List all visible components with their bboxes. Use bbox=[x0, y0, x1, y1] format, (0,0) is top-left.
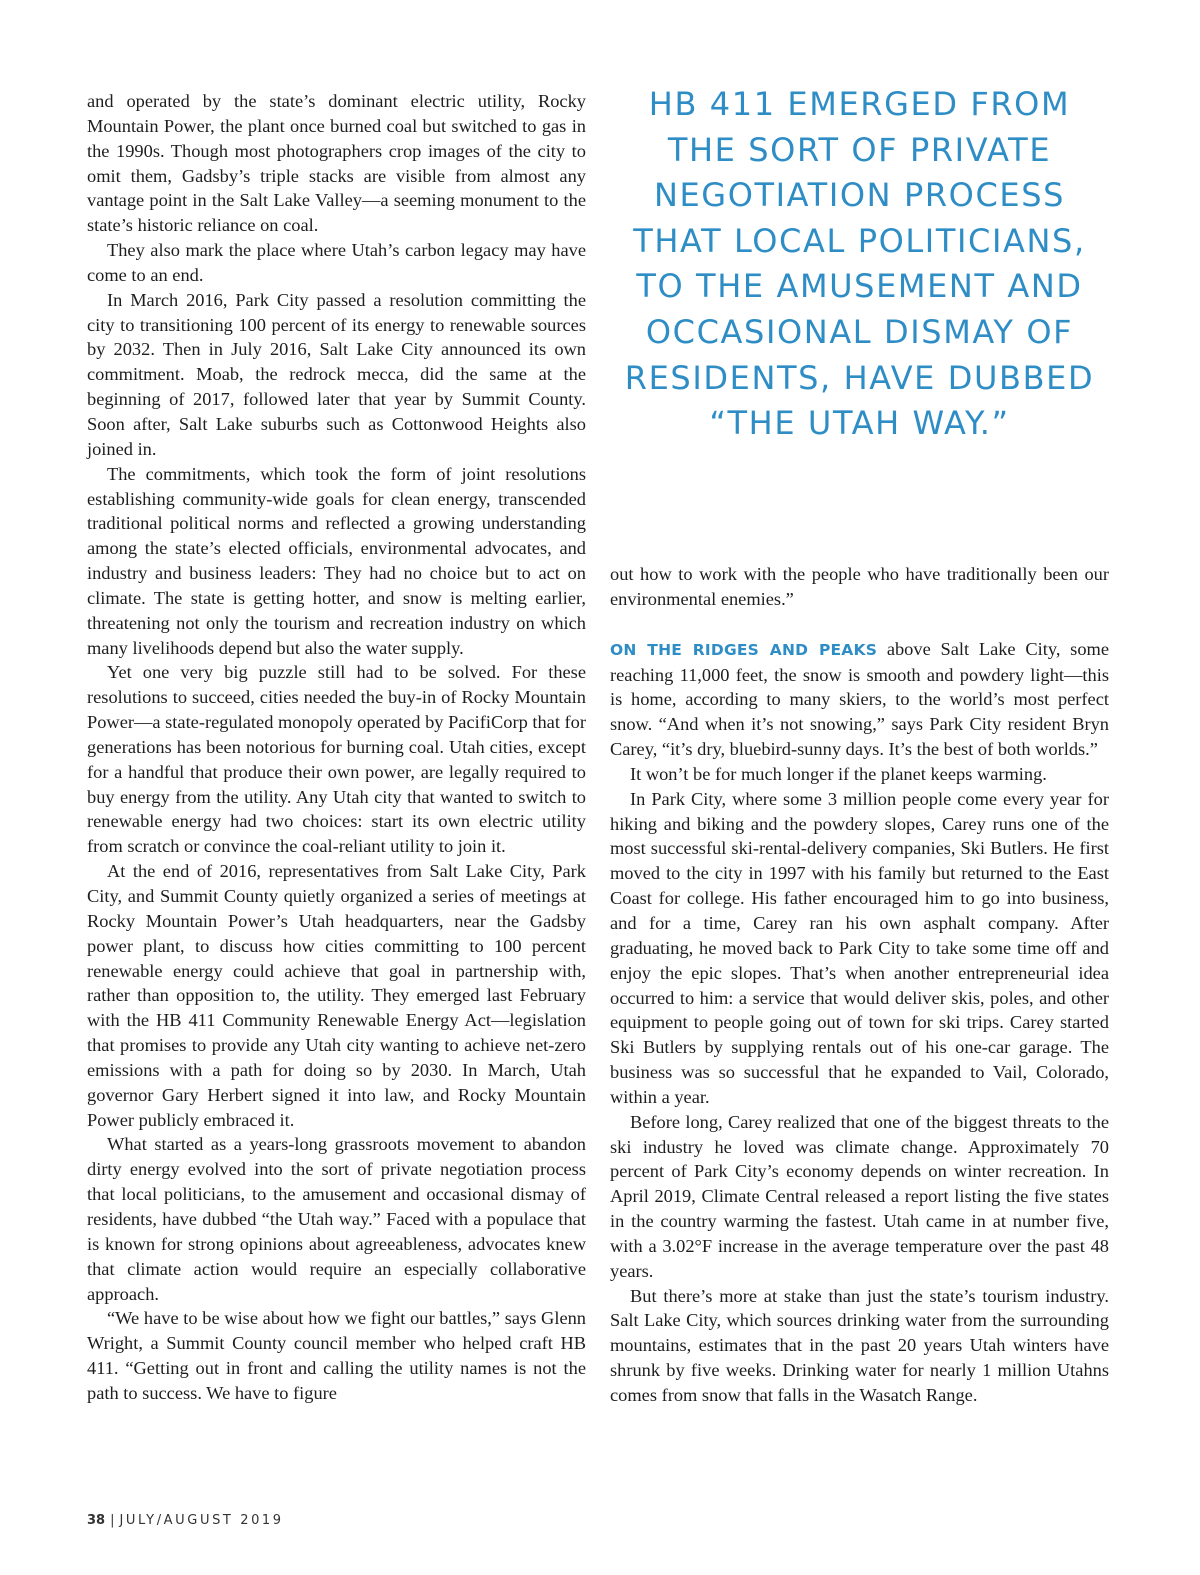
run-in-text: above Salt Lake City, some reaching 11,000 feet, the snow is smooth and powdery light—this is home, according to many skiers, to the world’s most perfect snow. “And when it’s not snowing,” says Park City resident Bryn Carey, “it’s dry, bluebird-sunny days. It’s the best of both worlds.” bbox=[610, 638, 1110, 760]
right-column bbox=[610, 562, 1109, 1408]
paragraph: But there’s more at stake than just the state’s tourism industry. Salt Lake City, which sources drinking water from the surrounding mountains, estimates that in the past 20 years Utah winters have shrunk by five weeks. Drinking water for nearly 1 million Utahns comes from snow that falls in the Wasatch Range. bbox=[610, 1285, 1109, 1405]
pull-quote: HB 411 EMERGED FROM THE SORT OF PRIVATE NEGOTIATION PROCESS THAT LOCAL POLITICIANS, TO THE AMUSEMENT AND OCCASIONAL DISMAY OF RESIDENTS, HAVE DUBBED “THE UTAH WAY.” bbox=[624, 85, 1095, 443]
paragraph: In March 2016, Park City passed a resolution committing the city to transitioning 100 percent of its energy to renewable sources by 2032. Then in July 2016, Salt Lake City announced its own commitment. Moab, the redrock mecca, did the same at the beginning of 2017, followed later that year by Summit County. Soon after, Salt Lake suburbs such as Cottonwood Heights also joined in. bbox=[87, 289, 586, 459]
paragraph: In Park City, where some 3 million people come every year for hiking and biking and the powdery slopes, Carey runs one of the most successful ski-rental-delivery companies, Ski Butlers. He first moved to the city in 1997 with his family but returned to the East Coast for college. His father encouraged him to go into business, and for a time, Carey ran his own asphalt company. After graduating, he moved back to Park City to take some time off and enjoy the epic slopes. That’s when another entrepreneurial idea occurred to him: a service that would deliver skis, poles, and other equipment to people going out of town for ski trips. Carey started Ski Butlers by supplying rentals out of his one-car garage. The business was so successful that he expanded to Vail, Colorado, within a year. bbox=[610, 788, 1109, 1107]
page-footer bbox=[87, 1513, 284, 1528]
paragraph: out how to work with the people who have traditionally been our environmental enemies.” bbox=[610, 564, 1109, 609]
run-in-heading: ON THE RIDGES AND PEAKS bbox=[610, 640, 878, 659]
paragraph: Before long, Carey realized that one of the biggest threats to the ski industry he loved was climate change. Approximately 70 percent of Park City’s economy depends on winter recreation. In April 2019, Climate Central released a report listing the five states in the country warming the fastest. Utah came in at number five, with a 3.02°F increase in the average temperature over the past 48 years. bbox=[610, 1111, 1109, 1281]
left-column bbox=[87, 89, 586, 1406]
paragraph: At the end of 2016, representatives from Salt Lake City, Park City, and Summit County quietly organized a series of meetings at Rocky Mountain Power’s Utah headquarters, near the Gadsby power plant, to discuss how cities committing to 100 percent renewable energy could achieve that goal in partnership with, rather than opposition to, the utility. They emerged last February with the HB 411 Community Renewable Energy Act—legislation that promises to provide any Utah city wanting to achieve net-zero emissions with a path for doing so by 2030. In March, Utah governor Gary Herbert signed it into law, and Rocky Mountain Power publicly embraced it. bbox=[87, 861, 586, 1130]
paragraph: What started as a years-long grassroots movement to abandon dirty energy evolved into the sort of private negotiation process that local politicians, to the amusement and occasional dismay of residents, have dubbed “the Utah way.” Faced with a populace that is known for strong opinions about agreeableness, advocates knew that climate action would require an especially collaborative approach. bbox=[87, 1134, 586, 1304]
paragraph: and operated by the state’s dominant electric utility, Rocky Mountain Power, the plant once burned coal but switched to gas in the 1990s. Though most photographers crop images of the city to omit them, Gadsby’s triple stacks are visible from almost any vantage point in the Salt Lake Valley—a seeming monument to the state’s historic reliance on coal. bbox=[87, 91, 586, 236]
paragraph: It won’t be for much longer if the planet keeps warming. bbox=[630, 763, 1047, 784]
folio-separator: | bbox=[110, 1513, 115, 1528]
paragraph: They also mark the place where Utah’s carbon legacy may have come to an end. bbox=[87, 240, 586, 285]
section-opening-paragraph bbox=[610, 637, 1109, 762]
page-number: 38 bbox=[87, 1513, 106, 1528]
paragraph: The commitments, which took the form of joint resolutions establishing community-wide goals for clean energy, transcended traditional political norms and reflected a growing understanding among the state’s elected officials, environmental advocates, and industry and business leaders: They had no choice but to act on climate. The state is getting hotter, and snow is melting earlier, threatening not only the tourism and recreation industry on which many livelihoods depend but also the water supply. bbox=[87, 463, 586, 658]
issue-date: JULY/AUGUST 2019 bbox=[119, 1513, 284, 1528]
paragraph: “We have to be wise about how we fight our battles,” says Glenn Wright, a Summit County council member who helped craft HB 411. “Getting out in front and calling the utility names is not the path to success. We have to figure bbox=[87, 1308, 586, 1403]
paragraph: Yet one very big puzzle still had to be solved. For these resolutions to succeed, cities needed the buy-in of Rocky Mountain Power—a state-regulated monopoly operated by PacifiCorp that for generations has been notorious for burning coal. Utah cities, except for a handful that produce their own power, are legally required to buy energy from the utility. Any Utah city that wanted to switch to renewable energy had two choices: start its own electric utility from scratch or convince the coal-reliant utility to join it. bbox=[87, 662, 586, 857]
